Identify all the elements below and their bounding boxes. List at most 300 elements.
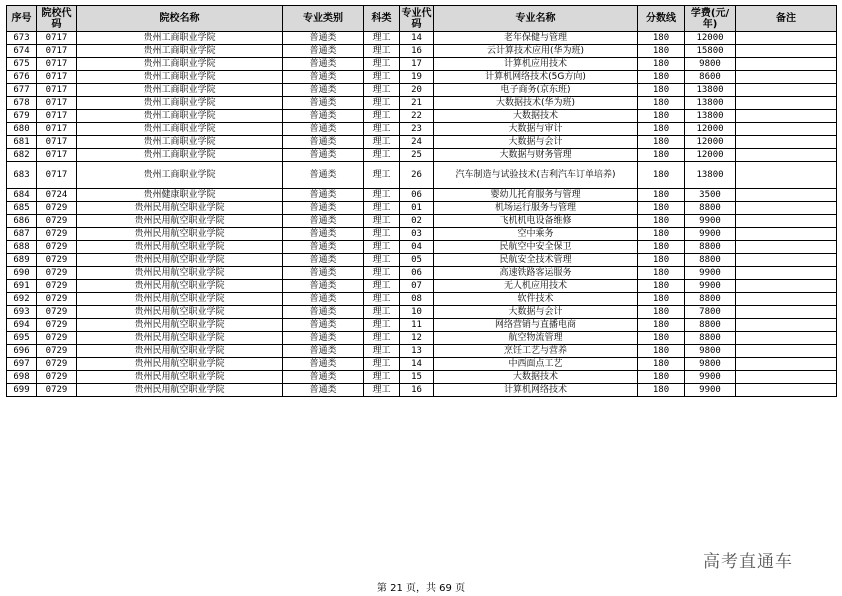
table-cell: 0729 [37, 332, 77, 345]
table-cell: 0729 [37, 345, 77, 358]
table-cell: 180 [638, 84, 685, 97]
table-cell [736, 45, 837, 58]
table-cell: 贵州民用航空职业学院 [77, 332, 283, 345]
table-cell: 贵州民用航空职业学院 [77, 241, 283, 254]
table-cell: 682 [7, 149, 37, 162]
table-cell: 0717 [37, 136, 77, 149]
table-cell: 普通类 [283, 149, 364, 162]
table-cell: 高速铁路客运服务 [434, 267, 638, 280]
table-cell: 大数据与会计 [434, 306, 638, 319]
table-cell: 普通类 [283, 84, 364, 97]
table-cell: 14 [400, 358, 434, 371]
table-cell: 理工 [364, 280, 400, 293]
table-row [7, 332, 837, 345]
table-cell: 理工 [364, 123, 400, 136]
table-cell: 676 [7, 71, 37, 84]
table-cell [736, 332, 837, 345]
table-cell: 0729 [37, 202, 77, 215]
column-header: 分数线 [638, 6, 685, 32]
table-cell: 12000 [685, 32, 736, 45]
table-cell: 理工 [364, 215, 400, 228]
table-row [7, 71, 837, 84]
table-row [7, 371, 837, 384]
table-cell: 13800 [685, 84, 736, 97]
table-cell [736, 149, 837, 162]
table-cell: 贵州工商职业学院 [77, 58, 283, 71]
column-header: 专业类别 [283, 6, 364, 32]
table-cell: 180 [638, 384, 685, 397]
table-cell: 01 [400, 202, 434, 215]
table-cell: 贵州民用航空职业学院 [77, 371, 283, 384]
table-row [7, 267, 837, 280]
table-row [7, 162, 837, 189]
table-cell: 0729 [37, 280, 77, 293]
table-cell: 23 [400, 123, 434, 136]
table-cell: 理工 [364, 84, 400, 97]
table-cell: 贵州民用航空职业学院 [77, 215, 283, 228]
table-cell: 贵州工商职业学院 [77, 32, 283, 45]
table-cell: 13800 [685, 110, 736, 123]
table-cell: 普通类 [283, 71, 364, 84]
table-cell: 0729 [37, 241, 77, 254]
table-cell [736, 306, 837, 319]
table-cell: 9800 [685, 58, 736, 71]
table-cell: 180 [638, 58, 685, 71]
table-cell: 普通类 [283, 280, 364, 293]
table-cell: 普通类 [283, 358, 364, 371]
header-row [7, 6, 837, 32]
table-cell: 大数据技术 [434, 371, 638, 384]
table-cell: 13800 [685, 97, 736, 110]
table-cell: 05 [400, 254, 434, 267]
table-cell: 贵州民用航空职业学院 [77, 345, 283, 358]
table-cell: 普通类 [283, 254, 364, 267]
table-cell: 大数据与审计 [434, 123, 638, 136]
table-cell: 贵州健康职业学院 [77, 189, 283, 202]
table-cell: 687 [7, 228, 37, 241]
table-cell: 9800 [685, 345, 736, 358]
table-row [7, 45, 837, 58]
table-cell: 普通类 [283, 228, 364, 241]
table-cell: 9900 [685, 267, 736, 280]
table-cell: 0717 [37, 162, 77, 189]
page-footer: 第 21 页，共 69 页 [376, 583, 466, 594]
table-cell: 0729 [37, 358, 77, 371]
table-row [7, 358, 837, 371]
table-cell: 贵州工商职业学院 [77, 123, 283, 136]
table-cell [736, 97, 837, 110]
table-cell: 674 [7, 45, 37, 58]
table-cell: 699 [7, 384, 37, 397]
table-cell [736, 110, 837, 123]
table-cell: 16 [400, 384, 434, 397]
table-row [7, 228, 837, 241]
table-cell: 贵州民用航空职业学院 [77, 319, 283, 332]
table-cell: 9900 [685, 228, 736, 241]
table-cell: 180 [638, 189, 685, 202]
table-cell: 烹饪工艺与营养 [434, 345, 638, 358]
table-cell [736, 215, 837, 228]
table-cell: 汽车制造与试验技术(吉利汽车订单培养) [434, 162, 638, 189]
table-cell: 航空物流管理 [434, 332, 638, 345]
table-cell [736, 71, 837, 84]
column-header: 专业名称 [434, 6, 638, 32]
table-cell: 普通类 [283, 97, 364, 110]
table-cell: 普通类 [283, 345, 364, 358]
table-cell: 06 [400, 189, 434, 202]
table-cell: 15 [400, 371, 434, 384]
table-cell: 计算机网络技术 [434, 384, 638, 397]
table-row [7, 384, 837, 397]
table-cell: 697 [7, 358, 37, 371]
table-cell: 0729 [37, 293, 77, 306]
column-header: 专业代码 [401, 7, 432, 30]
table-cell: 贵州工商职业学院 [77, 149, 283, 162]
table-cell: 贵州工商职业学院 [77, 84, 283, 97]
table-cell: 679 [7, 110, 37, 123]
table-cell: 贵州民用航空职业学院 [77, 254, 283, 267]
table-row [7, 241, 837, 254]
admissions-table [6, 5, 837, 397]
table-cell: 677 [7, 84, 37, 97]
column-header: 备注 [736, 6, 837, 32]
table-row [7, 189, 837, 202]
table-cell: 180 [638, 97, 685, 110]
table-cell: 0729 [37, 371, 77, 384]
column-header: 院校名称 [77, 6, 283, 32]
table-cell: 180 [638, 358, 685, 371]
table-cell: 17 [400, 58, 434, 71]
table-cell: 180 [638, 110, 685, 123]
table-cell: 04 [400, 241, 434, 254]
table-cell: 理工 [364, 32, 400, 45]
table-cell: 0717 [37, 45, 77, 58]
table-row [7, 215, 837, 228]
table-cell: 25 [400, 149, 434, 162]
table-cell: 690 [7, 267, 37, 280]
table-cell: 22 [400, 110, 434, 123]
table-cell: 理工 [364, 228, 400, 241]
table-cell: 11 [400, 319, 434, 332]
table-cell: 8800 [685, 293, 736, 306]
table-cell: 理工 [364, 71, 400, 84]
column-header: 院校代码 [37, 6, 77, 32]
table-cell: 0717 [37, 58, 77, 71]
table-cell: 680 [7, 123, 37, 136]
table-cell: 180 [638, 45, 685, 58]
table-cell: 飞机机电设备维修 [434, 215, 638, 228]
table-cell: 计算机网络技术(5G方向) [434, 71, 638, 84]
table-body [7, 32, 837, 397]
table-cell: 16 [400, 45, 434, 58]
table-cell [736, 162, 837, 189]
table-cell: 698 [7, 371, 37, 384]
table-row [7, 254, 837, 267]
table-cell: 贵州民用航空职业学院 [77, 306, 283, 319]
table-cell: 理工 [364, 136, 400, 149]
table-cell: 普通类 [283, 215, 364, 228]
table-cell: 15800 [685, 45, 736, 58]
table-row [7, 84, 837, 97]
table-cell: 9900 [685, 215, 736, 228]
table-cell: 贵州工商职业学院 [77, 71, 283, 84]
table-cell [736, 384, 837, 397]
brand-mark: 高考直通车 [703, 552, 793, 572]
table-cell: 12000 [685, 149, 736, 162]
table-cell: 12 [400, 332, 434, 345]
table-cell: 普通类 [283, 293, 364, 306]
table-cell: 理工 [364, 267, 400, 280]
table-cell: 08 [400, 293, 434, 306]
table-cell: 180 [638, 267, 685, 280]
table-cell: 9900 [685, 280, 736, 293]
table-row [7, 32, 837, 45]
table-cell: 理工 [364, 45, 400, 58]
table-cell: 普通类 [283, 267, 364, 280]
table-cell: 180 [638, 280, 685, 293]
table-cell: 理工 [364, 58, 400, 71]
table-cell: 8800 [685, 254, 736, 267]
table-cell: 180 [638, 306, 685, 319]
table-cell: 14 [400, 32, 434, 45]
table-cell: 普通类 [283, 45, 364, 58]
table-cell: 0717 [37, 71, 77, 84]
table-cell: 684 [7, 189, 37, 202]
table-cell: 694 [7, 319, 37, 332]
table-cell: 普通类 [283, 241, 364, 254]
table-cell: 180 [638, 162, 685, 189]
table-cell: 理工 [364, 293, 400, 306]
table-cell [736, 58, 837, 71]
table-cell: 180 [638, 332, 685, 345]
table-cell: 0729 [37, 228, 77, 241]
table-cell: 24 [400, 136, 434, 149]
table-cell [736, 280, 837, 293]
table-cell [736, 123, 837, 136]
table-cell: 理工 [364, 345, 400, 358]
table-cell: 19 [400, 71, 434, 84]
table-cell: 贵州工商职业学院 [77, 97, 283, 110]
table-cell: 12000 [685, 123, 736, 136]
table-cell: 689 [7, 254, 37, 267]
table-cell: 180 [638, 149, 685, 162]
table-cell: 675 [7, 58, 37, 71]
table-cell: 理工 [364, 332, 400, 345]
table-cell: 180 [638, 136, 685, 149]
table-cell [736, 136, 837, 149]
table-row [7, 345, 837, 358]
table-cell: 180 [638, 202, 685, 215]
table-cell: 02 [400, 215, 434, 228]
table-cell: 理工 [364, 241, 400, 254]
table-cell: 普通类 [283, 384, 364, 397]
table-cell: 理工 [364, 202, 400, 215]
table-cell: 理工 [364, 306, 400, 319]
table-cell: 0717 [37, 110, 77, 123]
table-cell: 673 [7, 32, 37, 45]
table-cell: 贵州工商职业学院 [77, 136, 283, 149]
table-cell: 3500 [685, 189, 736, 202]
table-cell: 软件技术 [434, 293, 638, 306]
table-cell [736, 189, 837, 202]
table-cell: 03 [400, 228, 434, 241]
table-cell [736, 202, 837, 215]
table-cell: 贵州工商职业学院 [77, 45, 283, 58]
table-cell: 681 [7, 136, 37, 149]
table-cell: 180 [638, 371, 685, 384]
table-cell: 180 [638, 215, 685, 228]
table-cell: 理工 [364, 358, 400, 371]
table-cell [736, 319, 837, 332]
table-cell: 07 [400, 280, 434, 293]
table-cell: 民航安全技术管理 [434, 254, 638, 267]
table-cell: 理工 [364, 371, 400, 384]
table-cell: 8600 [685, 71, 736, 84]
table-cell: 大数据技术(华为班) [434, 97, 638, 110]
table-cell: 696 [7, 345, 37, 358]
table-row [7, 280, 837, 293]
table-row [7, 306, 837, 319]
table-cell: 13 [400, 345, 434, 358]
table-cell: 180 [638, 71, 685, 84]
table-cell: 686 [7, 215, 37, 228]
table-cell: 0724 [37, 189, 77, 202]
table-cell: 8800 [685, 319, 736, 332]
table-cell: 大数据与会计 [434, 136, 638, 149]
table-cell: 180 [638, 241, 685, 254]
table-cell: 贵州民用航空职业学院 [77, 293, 283, 306]
table-cell: 9800 [685, 358, 736, 371]
table-cell: 理工 [364, 110, 400, 123]
table-cell: 180 [638, 228, 685, 241]
table-cell: 692 [7, 293, 37, 306]
table-cell: 0729 [37, 319, 77, 332]
table-cell: 0729 [37, 306, 77, 319]
table-cell: 贵州民用航空职业学院 [77, 384, 283, 397]
table-cell: 180 [638, 345, 685, 358]
table-cell: 9900 [685, 384, 736, 397]
table-cell: 9900 [685, 371, 736, 384]
table-cell [736, 241, 837, 254]
table-cell: 理工 [364, 97, 400, 110]
table-cell: 0729 [37, 215, 77, 228]
table-cell: 180 [638, 32, 685, 45]
table-cell: 06 [400, 267, 434, 280]
table-row [7, 293, 837, 306]
table-cell: 大数据与财务管理 [434, 149, 638, 162]
table-cell [736, 32, 837, 45]
table-cell: 老年保健与管理 [434, 32, 638, 45]
table-cell: 普通类 [283, 319, 364, 332]
table-cell [736, 267, 837, 280]
table-cell: 0717 [37, 123, 77, 136]
table-cell: 180 [638, 254, 685, 267]
table-cell: 普通类 [283, 202, 364, 215]
table-cell: 180 [638, 123, 685, 136]
table-cell: 20 [400, 84, 434, 97]
table-cell: 机场运行服务与管理 [434, 202, 638, 215]
table-row [7, 202, 837, 215]
table-cell: 普通类 [283, 189, 364, 202]
table-cell [736, 254, 837, 267]
table-cell: 688 [7, 241, 37, 254]
table-cell: 0729 [37, 267, 77, 280]
table-cell [736, 345, 837, 358]
table-cell: 180 [638, 319, 685, 332]
table-cell [736, 84, 837, 97]
table-cell: 普通类 [283, 58, 364, 71]
table-cell: 婴幼儿托育服务与管理 [434, 189, 638, 202]
table-cell: 693 [7, 306, 37, 319]
table-row [7, 319, 837, 332]
table-cell: 贵州民用航空职业学院 [77, 280, 283, 293]
table-cell: 贵州民用航空职业学院 [77, 228, 283, 241]
table-cell: 无人机应用技术 [434, 280, 638, 293]
table-cell: 普通类 [283, 136, 364, 149]
table-cell: 电子商务(京东班) [434, 84, 638, 97]
table-cell [736, 371, 837, 384]
table-cell: 0717 [37, 97, 77, 110]
table-cell: 8800 [685, 241, 736, 254]
table-cell: 691 [7, 280, 37, 293]
table-cell: 理工 [364, 384, 400, 397]
table-cell: 0729 [37, 384, 77, 397]
table-cell [736, 228, 837, 241]
table-cell: 普通类 [283, 162, 364, 189]
table-cell: 683 [7, 162, 37, 189]
table-cell: 贵州民用航空职业学院 [77, 202, 283, 215]
table-cell: 普通类 [283, 371, 364, 384]
table-cell: 678 [7, 97, 37, 110]
table-cell: 理工 [364, 149, 400, 162]
table-cell: 21 [400, 97, 434, 110]
table-cell: 13800 [685, 162, 736, 189]
table-cell: 普通类 [283, 32, 364, 45]
table-cell: 180 [638, 293, 685, 306]
table-cell: 695 [7, 332, 37, 345]
table-cell: 0717 [37, 84, 77, 97]
table-cell: 理工 [364, 254, 400, 267]
table-cell [736, 293, 837, 306]
table-row [7, 97, 837, 110]
table-row [7, 58, 837, 71]
table-cell: 网络营销与直播电商 [434, 319, 638, 332]
table-cell: 0717 [37, 149, 77, 162]
table-row [7, 149, 837, 162]
table-row [7, 110, 837, 123]
table-cell: 理工 [364, 162, 400, 189]
table-cell: 0717 [37, 32, 77, 45]
table-cell: 12000 [685, 136, 736, 149]
table-cell: 大数据技术 [434, 110, 638, 123]
table-cell: 云计算技术应用(华为班) [434, 45, 638, 58]
table-cell: 普通类 [283, 110, 364, 123]
table-cell: 普通类 [283, 332, 364, 345]
table-cell: 空中乘务 [434, 228, 638, 241]
column-header: 科类 [364, 6, 400, 32]
table-cell: 685 [7, 202, 37, 215]
column-header: 学费(元/年) [685, 6, 736, 32]
table-row [7, 136, 837, 149]
table-cell: 贵州民用航空职业学院 [77, 267, 283, 280]
table-cell: 10 [400, 306, 434, 319]
table-cell: 8800 [685, 202, 736, 215]
table-cell: 理工 [364, 319, 400, 332]
column-header: 序号 [7, 6, 37, 32]
table-cell: 8800 [685, 332, 736, 345]
table-cell: 贵州工商职业学院 [77, 110, 283, 123]
table-cell: 7800 [685, 306, 736, 319]
